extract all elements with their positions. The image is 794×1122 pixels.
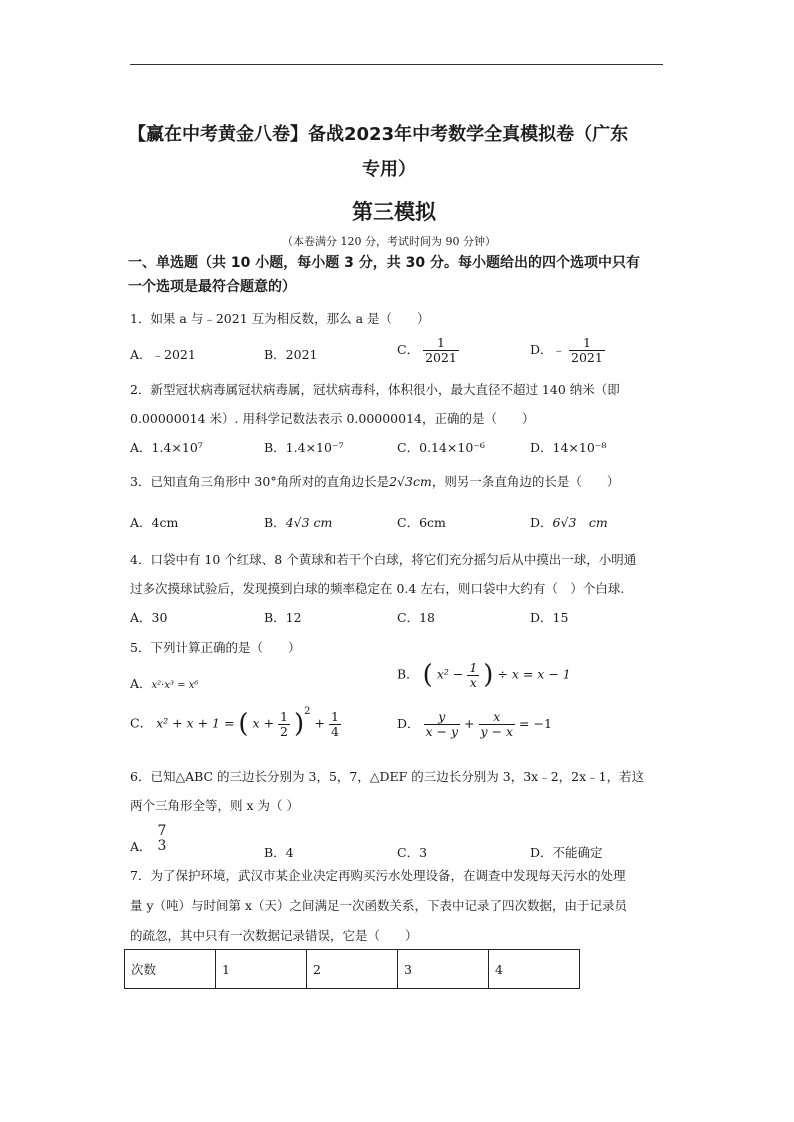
title-line-2: 专用） bbox=[362, 159, 416, 180]
q5-b-suffix: ÷ x = x − 1 bbox=[497, 666, 571, 682]
q5-c-numerator-1: 1 bbox=[280, 708, 288, 724]
q2-option-d: D．14×10⁻⁸ bbox=[530, 440, 607, 455]
table-cell: 1 bbox=[216, 950, 307, 989]
q5-option-a-expression: x²·x³ = x⁶ bbox=[151, 680, 199, 691]
exam-note: （本卷满分 120 分，考试时间为 90 分钟） bbox=[282, 235, 496, 248]
q5-d-denominator-1: x − y bbox=[425, 723, 459, 739]
q5-option-a bbox=[130, 674, 198, 692]
question-5-stem: 5．下列计算正确的是（ ） bbox=[130, 640, 301, 655]
q1-option-c-fraction bbox=[423, 336, 459, 365]
question-3-stem bbox=[130, 472, 619, 490]
question-7-line-1: 7．为了保护环境，武汉市某企业决定再购买污水处理设备，在调查中发现每天污水的处理 bbox=[130, 868, 626, 883]
q5-c-inner: x + bbox=[252, 715, 275, 731]
q5-c-denominator-1: 2 bbox=[280, 723, 288, 739]
q5-c-left-paren: ( bbox=[238, 709, 249, 739]
header-rule bbox=[130, 64, 663, 65]
q5-d-numerator-1: y bbox=[438, 709, 446, 724]
q5-option-b-label: B． bbox=[397, 666, 419, 682]
q4-option-d: D．15 bbox=[530, 610, 569, 625]
question-6-line-1: 6．已知△ABC 的三边长分别为 3，5，7，△DEF 的三边长分别为 3，3x﹣2，2x﹣1，若这 bbox=[130, 769, 645, 784]
q2-option-c: C．0.14×10⁻⁶ bbox=[397, 440, 485, 455]
q1-option-d-label: D．﹣ bbox=[530, 341, 566, 357]
q6-option-a bbox=[130, 824, 168, 855]
q1-option-c bbox=[397, 336, 459, 365]
q6-a-denominator: 3 bbox=[157, 838, 167, 855]
question-6-line-2: 两个三角形全等，则 x 为（ ） bbox=[130, 798, 299, 813]
question-2-line-2: 0.00000014 米）. 用科学记数法表示 0.00000014，正确的是（ ） bbox=[130, 411, 535, 426]
q6-option-a-label: A． bbox=[130, 838, 152, 854]
title-line-1: 【赢在中考黄金八卷】备战2023年中考数学全真模拟卷（广东 bbox=[128, 124, 629, 145]
q5-b-left-paren: ( bbox=[422, 660, 433, 690]
question-7-line-2: 量 y（吨）与时间第 x（天）之间满足一次函数关系，下表中记录了四次数据，由于记录员 bbox=[130, 898, 628, 913]
q5-option-d bbox=[397, 710, 552, 739]
q3-stem-part-b: ，则另一条直角边的长是（ ） bbox=[431, 474, 620, 489]
q6-option-b: B．4 bbox=[264, 845, 294, 860]
q2-option-a: A．1.4×10⁷ bbox=[130, 440, 203, 455]
q5-option-c bbox=[130, 706, 341, 739]
q5-b-fraction bbox=[467, 661, 479, 690]
q1-option-d-fraction bbox=[569, 336, 605, 365]
question-2-line-1: 2．新型冠状病毒属冠状病毒属，冠状病毒科，体积很小，最大直径不超过 140 纳米（即 bbox=[130, 382, 620, 397]
q1-d-denominator: 2021 bbox=[571, 349, 603, 365]
q5-c-plus: + bbox=[314, 715, 325, 731]
q5-b-right-paren: ) bbox=[483, 660, 494, 690]
q4-option-c: C．18 bbox=[397, 610, 435, 625]
q5-b-numerator: 1 bbox=[469, 659, 478, 675]
q3-option-c: C．6cm bbox=[397, 515, 446, 530]
subtitle: 第三模拟 bbox=[352, 200, 436, 224]
q3-option-d-expression: 6√3 cm bbox=[552, 515, 608, 530]
q5-d-fraction-1 bbox=[424, 710, 461, 739]
q5-option-a-label: A． bbox=[130, 676, 152, 691]
q5-b-prefix: x² − bbox=[436, 666, 464, 682]
q1-option-b: B．2021 bbox=[264, 347, 318, 362]
section-heading-line-2: 一个选项是最符合题意的） bbox=[128, 279, 296, 295]
q4-option-a: A．30 bbox=[130, 610, 168, 625]
table-row bbox=[125, 950, 580, 989]
q5-c-numerator-2: 1 bbox=[330, 708, 339, 724]
table-cell: 3 bbox=[398, 950, 489, 989]
q5-b-denominator: x bbox=[467, 675, 479, 690]
q5-option-c-label: C． bbox=[130, 715, 153, 731]
q5-c-fraction-1 bbox=[278, 710, 290, 739]
q2-option-b: B．1.4×10⁻⁷ bbox=[264, 440, 344, 455]
q3-stem-part-a: 3．已知直角三角形中 30°角所对的直角边长是 bbox=[130, 474, 390, 489]
q5-option-d-label: D． bbox=[397, 715, 420, 731]
section-heading-line-1: 一、单选题（共 10 小题，每小题 3 分，共 30 分。每小题给出的四个选项中只有 bbox=[128, 255, 640, 271]
table-cell: 2 bbox=[307, 950, 398, 989]
q5-c-right-paren: ) bbox=[293, 709, 305, 739]
q6-option-d: D．不能确定 bbox=[530, 845, 603, 860]
question-1-stem: 1．如果 a 与﹣2021 互为相反数，那么 a 是（ ） bbox=[130, 311, 430, 326]
q5-option-b bbox=[397, 660, 571, 690]
q6-option-a-fraction bbox=[156, 824, 169, 855]
data-table bbox=[124, 949, 580, 989]
q1-d-numerator: 1 bbox=[582, 335, 591, 350]
q5-c-denominator-2: 4 bbox=[330, 723, 339, 739]
question-7-line-3: 的疏忽，其中只有一次数据记录错误，它是（ ） bbox=[130, 928, 418, 943]
q3-option-b bbox=[264, 513, 332, 531]
q1-option-a: A．﹣2021 bbox=[130, 347, 196, 362]
q1-c-numerator: 1 bbox=[436, 335, 445, 350]
q1-option-d bbox=[530, 336, 605, 365]
q5-d-denominator-2: y − x bbox=[480, 723, 514, 739]
q1-option-c-label: C． bbox=[397, 341, 420, 357]
q3-option-b-expression: 4√3 cm bbox=[285, 515, 333, 530]
q5-d-fraction-2 bbox=[479, 710, 516, 739]
question-4-line-1: 4．口袋中有 10 个红球、8 个黄球和若干个白球，将它们充分摇匀后从中摸出一球，小明通 bbox=[130, 552, 637, 567]
q5-c-prefix: x² + x + 1 = bbox=[156, 715, 235, 731]
q5-c-square: 2 bbox=[304, 706, 311, 718]
question-4-line-2: 过多次摸球试验后，发现摸到白球的频率稳定在 0.4 左右，则口袋中大约有（ ）个白球. bbox=[130, 581, 625, 596]
q6-a-numerator: 7 bbox=[157, 823, 167, 839]
q3-option-b-label: B． bbox=[264, 515, 286, 530]
q4-option-b: B．12 bbox=[264, 610, 302, 625]
q3-option-a: A．4cm bbox=[130, 515, 179, 530]
q1-c-denominator: 2021 bbox=[425, 349, 457, 365]
q3-option-d bbox=[530, 513, 608, 531]
q5-d-suffix: = −1 bbox=[519, 715, 552, 731]
q3-stem-expression: 2√3cm bbox=[389, 474, 432, 489]
q5-c-fraction-2 bbox=[329, 710, 341, 739]
table-cell: 4 bbox=[489, 950, 580, 989]
table-cell: 次数 bbox=[125, 950, 216, 989]
q3-option-d-label: D． bbox=[530, 515, 553, 530]
q5-d-numerator-2: x bbox=[493, 709, 501, 724]
q6-option-c: C．3 bbox=[397, 845, 428, 860]
q5-d-plus: + bbox=[464, 715, 475, 731]
